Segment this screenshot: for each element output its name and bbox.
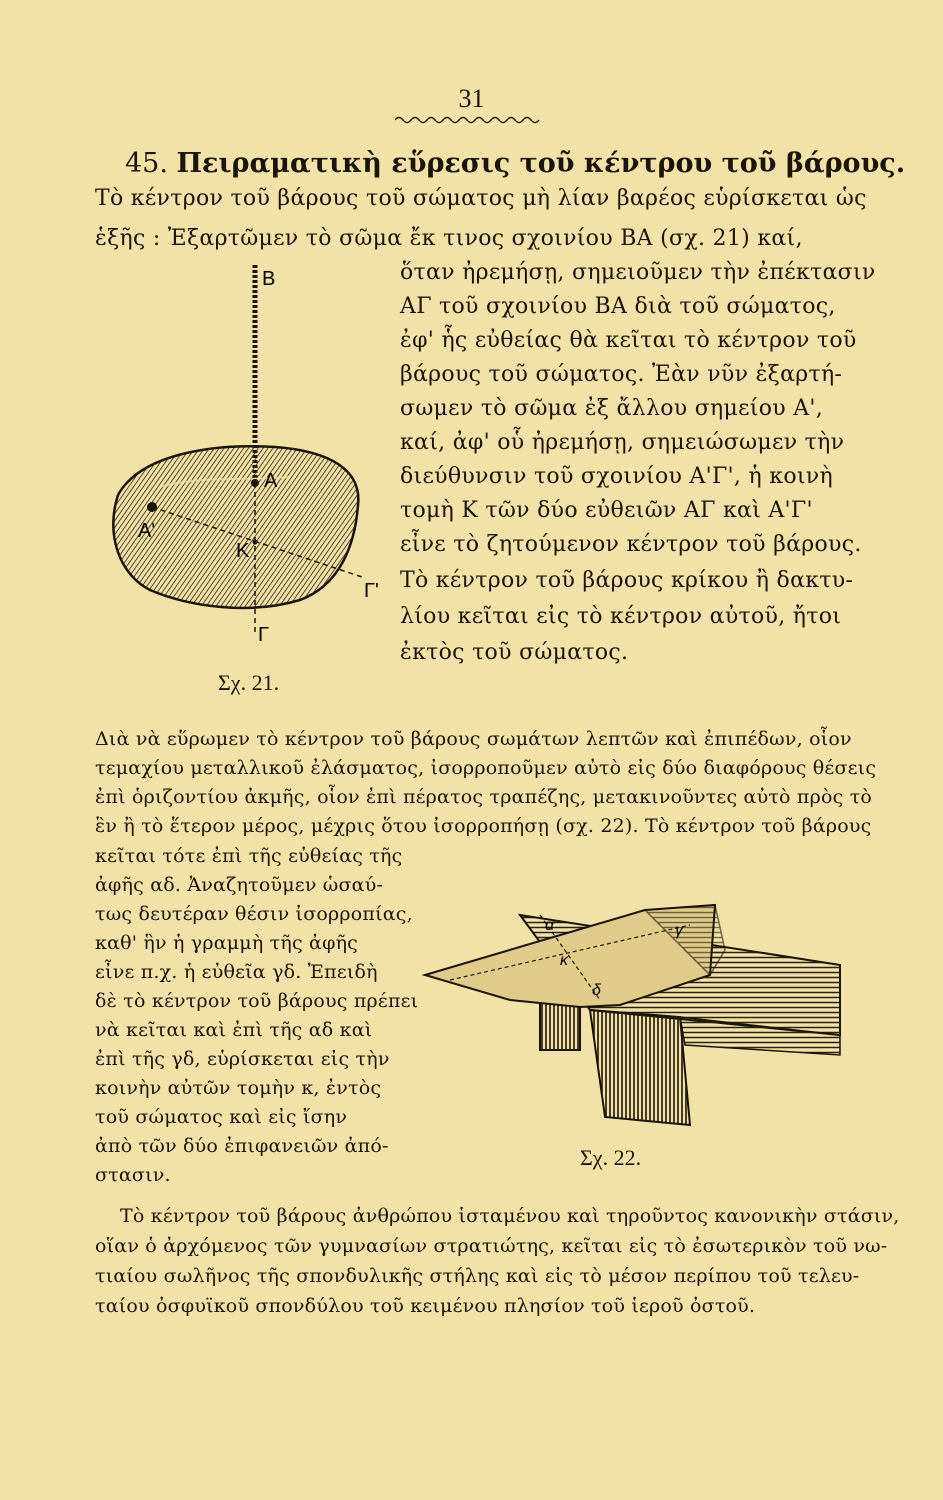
figure-22-illustration [420, 895, 845, 1135]
text-line: τως δευτέραν θέσιν ἰσορροπίας, [95, 903, 413, 925]
label-A: A [264, 470, 278, 492]
label-g: γ [675, 922, 683, 939]
text-line: τοῦ σώματος καὶ εἰς ἴσην [95, 1106, 348, 1128]
ornament-rule [395, 114, 545, 126]
page-number: 31 [458, 84, 485, 113]
label-G: Γ [258, 624, 270, 646]
text-line: ἐπὶ ὁριζοντίου ἀκμῆς, οἷον ἐπὶ πέρατος τραπέζης, μετακινοῦντες αὐτὸ πρὸς τὸ [95, 786, 873, 808]
text-line: στασιν. [95, 1164, 171, 1186]
label-d: δ [592, 982, 601, 999]
text-line: τομὴ Κ τῶν δύο εὐθειῶν ΑΓ καὶ Α'Γ' [400, 498, 813, 523]
label-B: B [262, 268, 276, 290]
text-line: λίου κεῖται εἰς τὸ κέντρον αὐτοῦ, ἤτοι [400, 604, 842, 629]
text-line: ἀπὸ τῶν δύο ἐπιφανειῶν ἀπό- [95, 1135, 389, 1157]
text-line: σωμεν τὸ σῶμα ἐξ ἄλλου σημείου Α', [400, 396, 824, 421]
point-Aprime [147, 502, 157, 512]
text-line: κεῖται τότε ἐπὶ τῆς εὐθείας τῆς [95, 845, 403, 867]
text-line: ΑΓ τοῦ σχοινίου ΒΑ διὰ τοῦ σώματος, [400, 294, 836, 319]
text-line: καθ' ἣν ἡ γραμμὴ τῆς ἀφῆς [95, 932, 359, 954]
text-line: ἀφῆς αδ. Ἀναζητοῦμεν ὡσαύ- [95, 874, 384, 896]
text-line: βάρους τοῦ σώματος. Ἐὰν νῦν ἐξαρτή- [400, 362, 843, 387]
section-heading [125, 148, 905, 179]
figure-21-illustration [100, 255, 400, 665]
text-line: Τὸ κέντρον τοῦ βάρους κρίκου ἢ δακτυ- [400, 568, 854, 593]
point-A [251, 479, 259, 487]
label-K: K [236, 540, 250, 562]
point-K [253, 540, 258, 545]
text-line: καί, ἀφ' οὗ ἠρεμήσῃ, σημειώσωμεν τὴν [400, 430, 845, 455]
label-Aprime: A' [138, 520, 156, 542]
text-line: ἓν ἢ τὸ ἕτερον μέρος, μέχρις ὅτου ἰσορροπήσῃ (σχ. 22). Τὸ κέντρον τοῦ βάρους [95, 815, 872, 837]
text-line: διεύθυνσιν τοῦ σχοινίου Α'Γ', ἡ κοινὴ [400, 464, 833, 489]
text-line: κοινὴν αὐτῶν τομὴν κ, ἐντὸς [95, 1077, 382, 1099]
text-line: εἶνε τὸ ζητούμενον κέντρον τοῦ βάρους. [400, 532, 862, 557]
label-Gprime: Γ' [364, 580, 379, 602]
text-line: τιαίου σωλῆνος τῆς σπονδυλικῆς στήλης καὶ εἰς τὸ μέσον περίπου τοῦ τελευ- [95, 1265, 860, 1287]
text-line: Τὸ κέντρον τοῦ βάρους τοῦ σώματος μὴ λίαν βαρέος εὑρίσκεται ὡς [95, 186, 867, 211]
text-line: νὰ κεῖται καὶ ἐπὶ τῆς αδ καὶ [95, 1019, 373, 1041]
text-line: ταίου ὀσφυϊκοῦ σπονδύλου τοῦ κειμένου πλησίον τοῦ ἱεροῦ ὀστοῦ. [95, 1295, 756, 1317]
figure-22-caption: Σχ. 22. [580, 1145, 642, 1170]
text-line: ἐπὶ τῆς γδ, εὑρίσκεται εἰς τὴν [95, 1048, 390, 1070]
text-line: εἶνε π.χ. ἡ εὐθεῖα γδ. Ἐπειδὴ [95, 961, 378, 983]
text-line: ἐφ' ἧς εὐθείας θὰ κεῖται τὸ κέντρον τοῦ [400, 328, 857, 353]
figure-21-caption: Σχ. 21. [218, 670, 280, 695]
section-title: Πειραματικὴ εὕρεσις τοῦ κέντρου τοῦ βάρους. [176, 148, 906, 179]
text-line: τεμαχίου μεταλλικοῦ ἐλάσματος, ἰσορροποῦμεν αὐτὸ εἰς δύο διαφόρους θέσεις [95, 757, 877, 779]
text-line: Διὰ νὰ εὕρωμεν τὸ κέντρον τοῦ βάρους σωμάτων λεπτῶν καὶ ἐπιπέδων, οἷον [95, 728, 852, 750]
section-number: 45. [125, 148, 168, 179]
text-line: ἑξῆς : Ἐξαρτῶμεν τὸ σῶμα ἔκ τινος σχοινίου ΒΑ (σχ. 21) καί, [95, 226, 803, 251]
text-line: Τὸ κέντρον τοῦ βάρους ἀνθρώπου ἱσταμένου καὶ τηροῦντος κανονικὴν στάσιν, [120, 1205, 900, 1227]
text-line: οἵαν ὁ ἀρχόμενος τῶν γυμνασίων στρατιώτης, κεῖται εἰς τὸ ἐσωτερικὸν τοῦ νω- [95, 1235, 888, 1257]
label-a: α [545, 917, 555, 934]
text-line: ἐκτὸς τοῦ σώματος. [400, 640, 629, 665]
label-k: κ [560, 952, 568, 969]
text-line: ὅταν ἠρεμήσῃ, σημειοῦμεν τὴν ἐπέκτασιν [400, 260, 876, 285]
text-line: δὲ τὸ κέντρον τοῦ βάρους πρέπει [95, 990, 419, 1012]
table-leg [590, 1010, 690, 1125]
